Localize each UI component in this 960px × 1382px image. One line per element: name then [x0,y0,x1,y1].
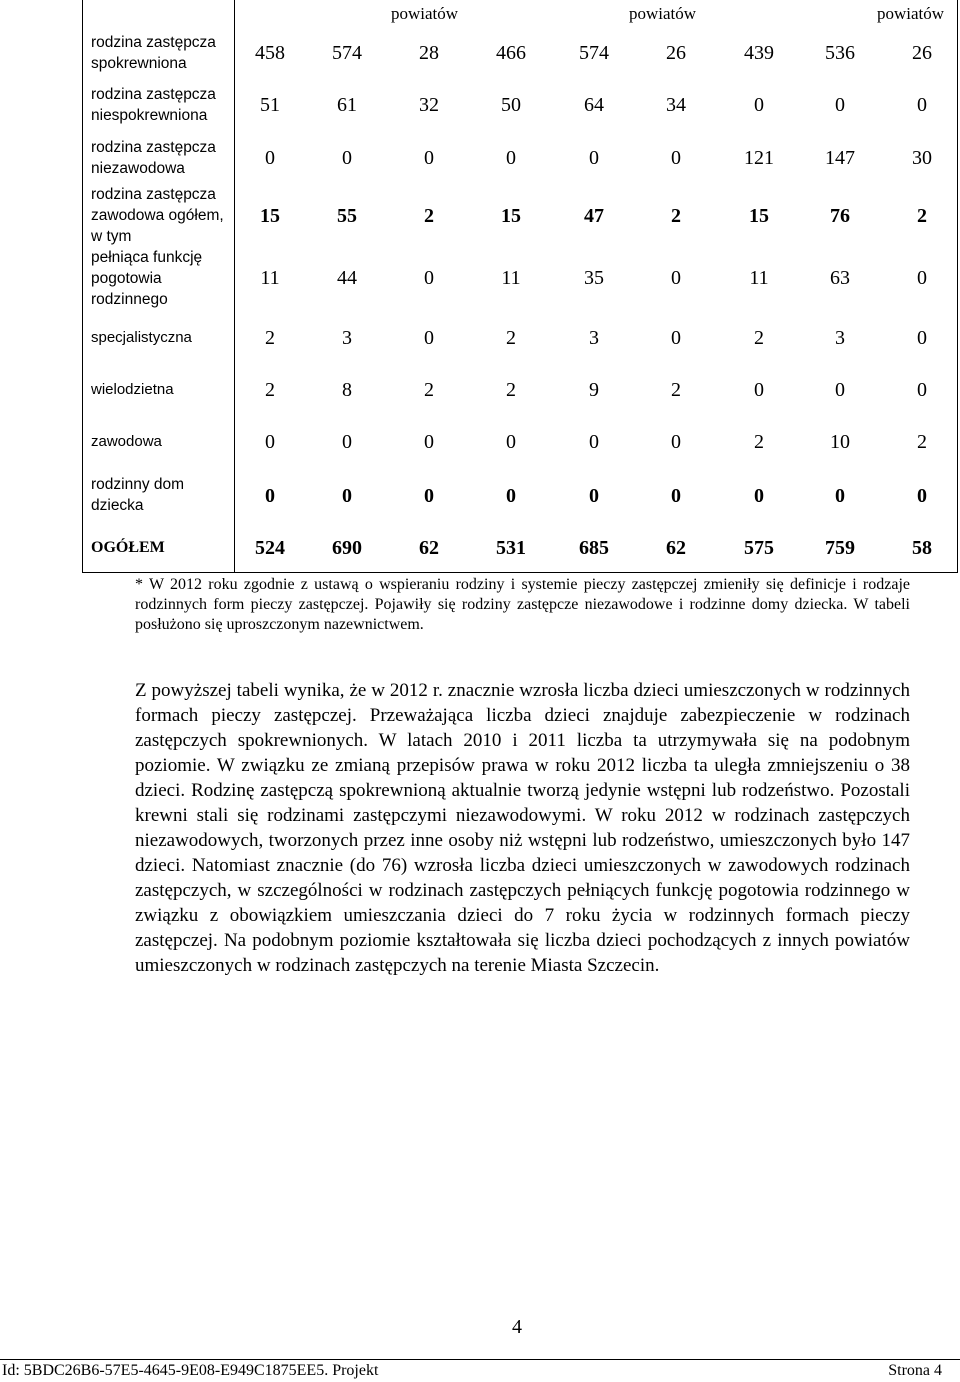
table-cell: 3 [342,327,352,349]
table-cell: 2 [754,431,764,453]
table-cell: 44 [337,267,357,289]
table-cell: 50 [501,94,521,116]
column-header: powiatów [391,4,459,23]
table-cell: 147 [825,147,855,169]
table-cell: 63 [830,267,850,289]
table-cell: 0 [754,379,764,401]
table-cell: 685 [579,537,609,559]
table-cell: 55 [337,205,357,227]
table-cell: 34 [666,94,686,116]
row-label-zawodowa: zawodowa [91,433,162,450]
table-cell: 2 [671,205,681,227]
row-label-rodzinny-dom-dziecka: rodzinny dom dziecka [91,476,185,514]
table-cell: 0 [589,485,599,507]
table-cell: 690 [332,537,362,559]
table-cell: 439 [744,42,774,64]
table-cell: 61 [337,94,357,116]
table-cell: 531 [496,537,526,559]
table-cell: 466 [496,42,526,64]
table-cell: 574 [332,42,362,64]
table-cell: 0 [835,485,845,507]
row-label-niezawodowa: rodzina zastępcza niezawodowa [91,139,216,177]
table-cell: 35 [584,267,604,289]
table-cell: 8 [342,379,352,401]
table-row [235,528,957,568]
column-header: powiatów [877,4,945,23]
table-cell: 121 [744,147,774,169]
row-label-column [83,0,235,572]
table-cell: 2 [917,205,927,227]
table-cell: 2 [917,431,927,453]
table-cell: 0 [424,147,434,169]
table-cell: 2 [265,379,275,401]
table-cell: 28 [419,42,439,64]
table-cell: 11 [749,267,769,289]
footer-page-label: Strona 4 [888,1362,942,1379]
table-row [235,33,957,73]
table-row [235,85,957,125]
table-cell: 2 [754,327,764,349]
table-cell: 0 [424,267,434,289]
table-cell: 0 [265,147,275,169]
document-id: Id: 5BDC26B6-57E5-4645-9E08-E949C1875EE5. Projekt [2,1362,379,1379]
table-cell: 574 [579,42,609,64]
table-cell: 0 [424,431,434,453]
table-cell: 2 [265,327,275,349]
table-cell: 58 [912,537,932,559]
table-cell: 64 [584,94,604,116]
table-cell: 62 [666,537,686,559]
table-cell: 0 [754,485,764,507]
column-header: powiatów [629,4,697,23]
table-cell: 30 [912,147,932,169]
table-cell: 0 [671,147,681,169]
table-cell: 458 [255,42,285,64]
row-label-pogotowie: pełniąca funkcję pogotowia rodzinnego [91,249,203,308]
table-cell: 3 [835,327,845,349]
table-cell: 0 [835,94,845,116]
row-label-niespokrewniona: rodzina zastępcza niespokrewniona [91,86,216,124]
table-cell: 15 [260,205,280,227]
table-cell: 0 [671,485,681,507]
table-cell: 15 [501,205,521,227]
table-cell: 0 [589,147,599,169]
table-cell: 76 [830,205,850,227]
table-cell: 0 [342,485,352,507]
table-cell: 759 [825,537,855,559]
table-cell: 0 [835,379,845,401]
table-cell: 3 [589,327,599,349]
table-cell: 51 [260,94,280,116]
table-cell: 9 [589,379,599,401]
table-cell: 0 [671,267,681,289]
table-cell: 0 [506,431,516,453]
table-cell: 0 [506,147,516,169]
table-cell: 2 [506,327,516,349]
table-cell: 11 [501,267,521,289]
body-paragraph: Z powyższej tabeli wynika, że w 2012 r. znacznie wzrosła liczba dzieci umieszczonych w rodzinnych formach pieczy zastępczej. Przeważająca liczba dzieci znajduje zabezpieczenie w rodzinach zastępczych spokrewnionych. W latach 2010 i 2011 liczba ta utrzymywała się na podobnym poziomie. W związku ze zmianą przepisów prawa w roku 2012 liczba ta uległa zmniejszeniu o 38 dzieci. Rodzinę zastępczą spokrewnioną aktualnie tworzą jedynie wstępni lub rodzeństwo. Pozostali krewni stali się rodzinami zastępczymi niezawodowymi. W roku 2012 w rodzinach zastępczych niezawodowych, tworzonych przez inne osoby niż wstępni lub rodzeństwo, umieszczonych było 147 dzieci. Natomiast znacznie (do 76) wzrosła liczba dzieci umieszczonych w zawodowych rodzinach zastępczych, w szczególności w rodzinach zastępczych pełniących funkcję pogotowia rodzinnego w związku z obowiązkiem umieszczania dzieci do 7 roku życia w rodzinnych formach pieczy zastępczej. Na podobnym poziomie kształtowała się liczba dzieci pochodzących z innych powiatów umieszczonych w rodzinach zastępczych na terenie Miasta Szczecin. [135,680,910,976]
table-cell: 0 [424,485,434,507]
data-table [82,0,958,573]
table-cell: 26 [912,42,932,64]
table-cell: 0 [917,327,927,349]
table-cell: 536 [825,42,855,64]
table-cell: 2 [671,379,681,401]
table-row [235,138,957,178]
table-row [235,370,957,410]
table-cell: 10 [830,431,850,453]
table-cell: 2 [424,205,434,227]
table-cell: 15 [749,205,769,227]
table-cell: 0 [917,94,927,116]
table-cell: 0 [917,267,927,289]
table-row [235,422,957,462]
table-row [235,318,957,358]
table-cell: 0 [671,327,681,349]
table-cell: 11 [260,267,280,289]
table-cell: 2 [506,379,516,401]
row-label-zawodowa-ogolem: rodzina zastępcza zawodowa ogółem, w tym [91,186,224,245]
page-number: 4 [512,1316,522,1338]
table-footnote: * W 2012 roku zgodnie z ustawą o wspieraniu rodziny i systemie pieczy zastępczej zmieniły się definicje i rodzaje rodzinnych form pieczy zastępczej. Pojawiły się rodziny zastępcze niezawodowe i rodzinne domy dziecka. W tabeli posłużono się uproszczonym nazewnictwem. [135,576,910,633]
table-cell: 0 [917,485,927,507]
row-label-specjalistyczna: specjalistyczna [91,329,192,346]
table-cell: 0 [754,94,764,116]
table-cell: 0 [917,379,927,401]
table-cell: 26 [666,42,686,64]
table-cell: 47 [584,205,604,227]
table-cell: 0 [342,147,352,169]
table-cell: 0 [424,327,434,349]
table-cell: 575 [744,537,774,559]
table-cell: 0 [265,485,275,507]
table-cell: 0 [506,485,516,507]
table-cell: 62 [419,537,439,559]
page-footer [0,1359,960,1382]
table-cell: 32 [419,94,439,116]
row-label-ogolem: OGÓŁEM [91,539,165,556]
table-row [235,196,957,236]
table-row [235,258,957,298]
table-cell: 0 [265,431,275,453]
row-label-spokrewniona: rodzina zastępcza spokrewniona [91,34,216,72]
table-cell: 0 [589,431,599,453]
table-cell: 0 [671,431,681,453]
table-cell: 0 [342,431,352,453]
table-row [235,476,957,516]
table-cell: 2 [424,379,434,401]
row-label-wielodzietna: wielodzietna [91,381,174,398]
table-cell: 524 [255,537,285,559]
